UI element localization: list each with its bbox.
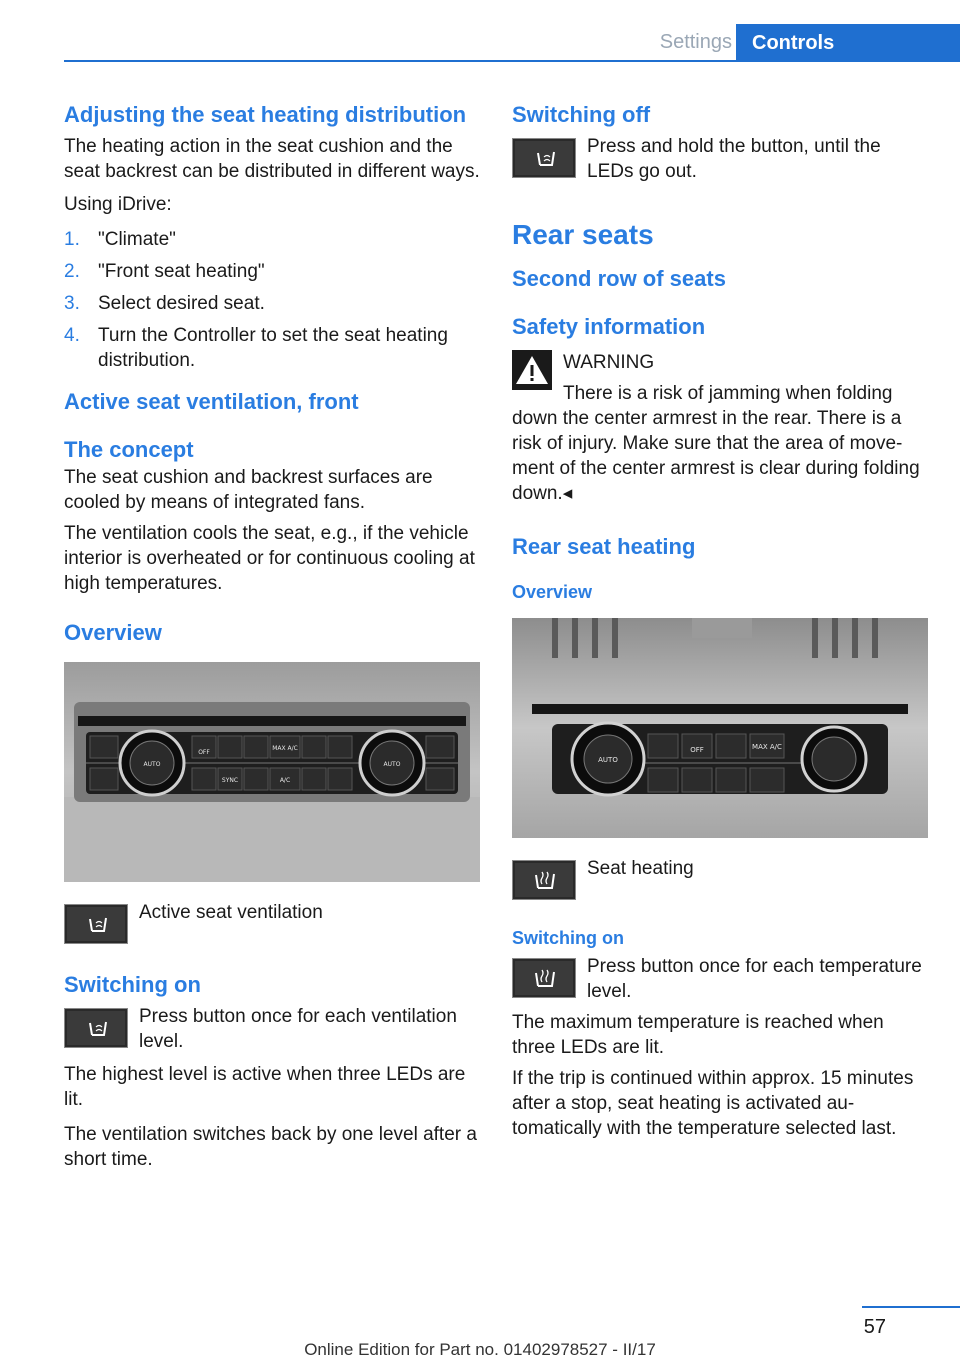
page-header xyxy=(0,0,960,62)
heading-overview-rear: Overview xyxy=(512,582,593,602)
heading-second-row: Second row of seats xyxy=(512,266,726,291)
warning-title: WARNING xyxy=(563,352,655,373)
heading-switching-on: Switching on xyxy=(64,972,201,997)
seat-ventilation-button-icon xyxy=(512,138,576,178)
heading-adjust-distribution: Adjusting the seat heating distribution xyxy=(64,102,467,127)
list-item: 4. Turn the Controller to set the seat heating distribution. xyxy=(64,325,448,371)
left-column xyxy=(64,100,482,1172)
seat-heating-button-icon xyxy=(512,958,576,998)
heading-switching-off: Switching off xyxy=(512,102,651,127)
tab-settings[interactable]: Settings xyxy=(659,31,732,53)
caption-active-ventilation: Active seat ventilation xyxy=(139,902,323,923)
label-auto-rear: AUTO xyxy=(598,756,618,764)
paragraph-highest-level: The highest level is active when three LEDs are lit. xyxy=(64,1064,466,1110)
label-auto-right: AUTO xyxy=(383,761,401,768)
rear-climate-panel-photo xyxy=(512,618,928,838)
front-climate-panel-photo xyxy=(64,662,480,882)
switching-on-row xyxy=(64,1004,482,1054)
list-item: 2. "Front seat heating" xyxy=(64,261,265,282)
page-number: 57 xyxy=(863,1316,886,1338)
switching-on-rear-row xyxy=(512,954,932,1004)
heading-rear-seats: Rear seats xyxy=(512,219,654,250)
paragraph-adjust-2: Using iDrive: xyxy=(64,194,172,215)
idrive-steps-list xyxy=(64,227,482,373)
list-item: 3. Select desired seat. xyxy=(64,293,265,314)
label-off-rear: OFF xyxy=(690,746,704,754)
footer-divider xyxy=(862,1306,960,1308)
paragraph-switching-on: Press button once for each ventilation level. xyxy=(139,1006,457,1052)
paragraph-adjust-1: The heating action in the seat cushion and the seat backrest can be distributed in different ways. xyxy=(64,136,480,182)
paragraph-concept-1: The seat cushion and backrest surfaces are cooled by means of integrated fans. xyxy=(64,467,433,513)
paragraph-concept-2: The ventilation cools the seat, e.g., if the vehicle interior is overheated or for continuous cooling at high temperatures. xyxy=(64,523,475,594)
footer-edition: Online Edition for Part no. 01402978527 - II/17 xyxy=(304,1340,656,1359)
seat-ventilation-button-icon xyxy=(64,904,128,944)
heading-overview: Overview xyxy=(64,620,162,645)
seat-heating-caption-row xyxy=(512,856,932,900)
switching-off-row xyxy=(512,134,932,184)
warning-text: down the center armrest in the rear. There is a risk of injury. Make sure that the area of movement of the center armrest is clear during folding down.◂ xyxy=(512,408,920,504)
list-item: 1. "Climate" xyxy=(64,229,176,250)
seat-ventilation-button-icon xyxy=(64,1008,128,1048)
right-column xyxy=(512,100,932,1141)
active-ventilation-caption xyxy=(64,900,482,944)
paragraph-switching-on-rear: Press button once for each temperature level. xyxy=(587,956,922,1002)
heading-safety-information: Safety information xyxy=(512,314,706,339)
paragraph-switch-back: The ventilation switches back by one level after a short time. xyxy=(64,1124,477,1170)
warning-icon xyxy=(512,350,552,390)
warning-block xyxy=(512,350,932,506)
heading-active-ventilation: Active seat ventilation, front xyxy=(64,389,359,414)
label-off: OFF xyxy=(198,749,210,756)
label-ac: A/C xyxy=(279,777,291,784)
header-divider xyxy=(64,60,960,62)
heading-switching-on-rear: Switching on xyxy=(512,928,624,948)
heading-concept: The concept xyxy=(64,437,194,462)
label-auto-left: AUTO xyxy=(143,761,161,768)
tab-controls[interactable]: Controls xyxy=(736,24,960,62)
paragraph-max-temperature: The maximum temperature is reached when three LEDs are lit. xyxy=(512,1012,884,1058)
paragraph-switching-off: Press and hold the button, until the LEDs go out. xyxy=(587,136,881,182)
heading-rear-seat-heating: Rear seat heating xyxy=(512,534,696,559)
label-maxac: MAX A/C xyxy=(272,745,298,752)
seat-heating-button-icon xyxy=(512,860,576,900)
caption-seat-heating: Seat heating xyxy=(587,858,694,879)
label-sync: SYNC xyxy=(221,777,239,784)
paragraph-trip-continued: If the trip is continued within approx. 15 minutes after a stop, seat heating is activated automatically with the temperature selected last. xyxy=(512,1068,914,1139)
label-maxac-rear: MAX A/C xyxy=(752,743,782,751)
warning-text-first-line: There is a risk of jamming when folding xyxy=(563,383,893,404)
